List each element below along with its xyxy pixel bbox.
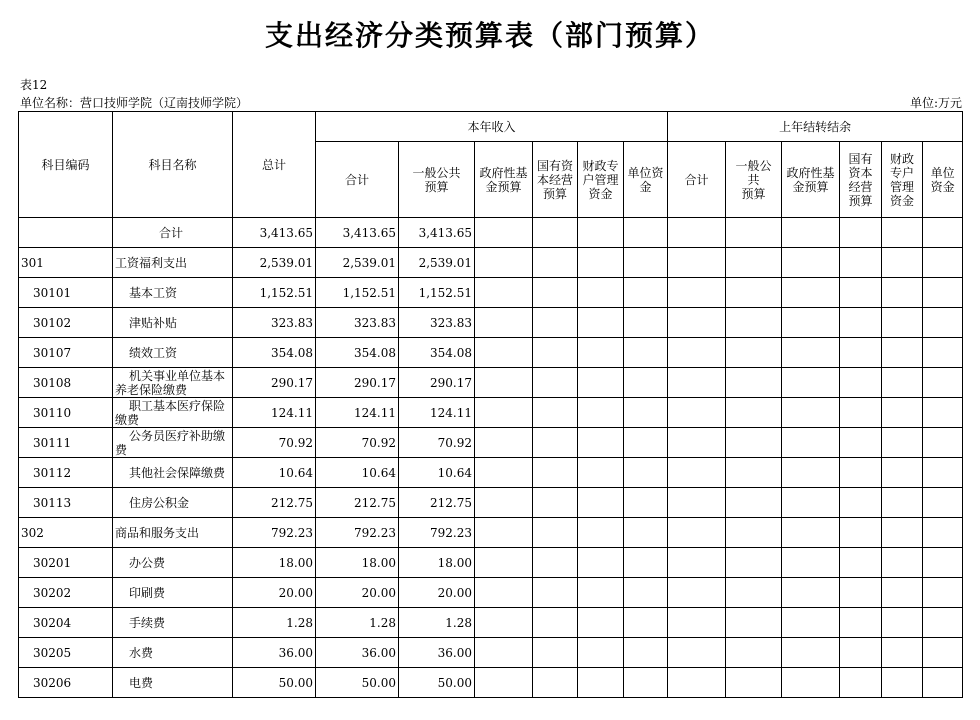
- cell-empty: [726, 668, 782, 698]
- cell-empty: [475, 638, 533, 668]
- table-row: [19, 668, 963, 698]
- cell-name: 基本工资: [113, 278, 233, 308]
- table-row: [19, 368, 963, 398]
- cell-total: 1,152.51: [233, 278, 316, 308]
- table-number: 表12: [20, 78, 48, 92]
- cell-empty: [668, 218, 726, 248]
- table-row: [19, 638, 963, 668]
- cell-total: 124.11: [233, 398, 316, 428]
- cell-empty: [923, 518, 963, 548]
- cell-empty: [782, 338, 840, 368]
- table-row: [19, 518, 963, 548]
- cell-empty: [923, 368, 963, 398]
- cell-empty: [578, 668, 624, 698]
- header-sub-5: 单位资 金: [624, 142, 668, 218]
- table-row: [19, 458, 963, 488]
- header-total: 总计: [233, 112, 316, 218]
- cell-total: 2,539.01: [233, 248, 316, 278]
- cell-general: 323.83: [399, 308, 475, 338]
- cell-empty: [578, 278, 624, 308]
- cell-subtotal: 10.64: [316, 458, 399, 488]
- cell-empty: [726, 338, 782, 368]
- cell-empty: [578, 638, 624, 668]
- cell-empty: [923, 638, 963, 668]
- header-sub-11: 单位 资金: [923, 142, 963, 218]
- cell-name: 绩效工资: [113, 338, 233, 368]
- cell-empty: [475, 458, 533, 488]
- cell-empty: [578, 608, 624, 638]
- cell-empty: [840, 548, 882, 578]
- cell-empty: [533, 458, 578, 488]
- cell-empty: [668, 368, 726, 398]
- cell-general: 70.92: [399, 428, 475, 458]
- cell-name: 印刷费: [113, 578, 233, 608]
- cell-empty: [624, 248, 668, 278]
- cell-empty: [782, 548, 840, 578]
- cell-empty: [726, 428, 782, 458]
- cell-name: 水费: [113, 638, 233, 668]
- cell-empty: [882, 218, 923, 248]
- cell-empty: [782, 578, 840, 608]
- cell-empty: [578, 248, 624, 278]
- cell-empty: [840, 428, 882, 458]
- cell-empty: [882, 548, 923, 578]
- cell-empty: [923, 248, 963, 278]
- cell-subtotal: 1,152.51: [316, 278, 399, 308]
- header-sub-4: 财政专 户管理 资金: [578, 142, 624, 218]
- cell-empty: [726, 368, 782, 398]
- cell-empty: [726, 578, 782, 608]
- cell-empty: [923, 458, 963, 488]
- cell-code: 30112: [19, 458, 113, 488]
- cell-name: 职工基本医疗保险缴费: [113, 398, 233, 428]
- cell-general: 20.00: [399, 578, 475, 608]
- cell-empty: [475, 398, 533, 428]
- cell-empty: [840, 458, 882, 488]
- cell-empty: [475, 488, 533, 518]
- cell-empty: [578, 218, 624, 248]
- table-row: [19, 248, 963, 278]
- cell-total: 212.75: [233, 488, 316, 518]
- cell-subtotal: 20.00: [316, 578, 399, 608]
- cell-empty: [923, 308, 963, 338]
- cell-empty: [533, 578, 578, 608]
- cell-subtotal: 70.92: [316, 428, 399, 458]
- cell-empty: [533, 428, 578, 458]
- cell-empty: [840, 338, 882, 368]
- cell-empty: [578, 488, 624, 518]
- table-row: [19, 428, 963, 458]
- cell-empty: [578, 398, 624, 428]
- cell-empty: [624, 578, 668, 608]
- cell-empty: [475, 428, 533, 458]
- cell-empty: [923, 548, 963, 578]
- cell-empty: [782, 458, 840, 488]
- cell-empty: [475, 338, 533, 368]
- cell-empty: [726, 458, 782, 488]
- cell-empty: [624, 368, 668, 398]
- cell-empty: [782, 218, 840, 248]
- cell-general: 1,152.51: [399, 278, 475, 308]
- cell-empty: [475, 308, 533, 338]
- table-row: [19, 278, 963, 308]
- cell-empty: [578, 428, 624, 458]
- cell-empty: [668, 548, 726, 578]
- cell-empty: [923, 668, 963, 698]
- cell-empty: [840, 608, 882, 638]
- cell-empty: [726, 488, 782, 518]
- table-row: [19, 398, 963, 428]
- cell-empty: [624, 338, 668, 368]
- cell-empty: [578, 518, 624, 548]
- cell-empty: [840, 248, 882, 278]
- cell-total: 10.64: [233, 458, 316, 488]
- cell-empty: [668, 398, 726, 428]
- cell-general: 50.00: [399, 668, 475, 698]
- table-row: [19, 338, 963, 368]
- cell-empty: [726, 278, 782, 308]
- cell-code: [19, 218, 113, 248]
- cell-general: 290.17: [399, 368, 475, 398]
- cell-empty: [840, 308, 882, 338]
- page-title: 支出经济分类预算表（部门预算）: [264, 19, 715, 52]
- cell-empty: [726, 248, 782, 278]
- cell-empty: [578, 308, 624, 338]
- cell-empty: [882, 308, 923, 338]
- cell-subtotal: 50.00: [316, 668, 399, 698]
- cell-subtotal: 36.00: [316, 638, 399, 668]
- cell-empty: [782, 668, 840, 698]
- cell-empty: [782, 488, 840, 518]
- cell-name: 工资福利支出: [113, 248, 233, 278]
- cell-empty: [624, 428, 668, 458]
- cell-subtotal: 354.08: [316, 338, 399, 368]
- cell-total: 792.23: [233, 518, 316, 548]
- cell-empty: [840, 668, 882, 698]
- cell-empty: [668, 488, 726, 518]
- cell-empty: [533, 488, 578, 518]
- cell-empty: [578, 338, 624, 368]
- cell-empty: [578, 368, 624, 398]
- unit-name: 单位名称：营口技师学院（辽南技师学院）: [20, 96, 249, 110]
- cell-empty: [624, 668, 668, 698]
- cell-empty: [726, 398, 782, 428]
- header-sub-8: 政府性基 金预算: [782, 142, 840, 218]
- cell-empty: [624, 278, 668, 308]
- cell-empty: [475, 668, 533, 698]
- cell-subtotal: 124.11: [316, 398, 399, 428]
- cell-empty: [668, 638, 726, 668]
- cell-name: 津贴补贴: [113, 308, 233, 338]
- cell-empty: [882, 578, 923, 608]
- cell-empty: [475, 218, 533, 248]
- cell-general: 18.00: [399, 548, 475, 578]
- cell-empty: [668, 428, 726, 458]
- cell-empty: [624, 608, 668, 638]
- cell-total: 70.92: [233, 428, 316, 458]
- cell-empty: [668, 518, 726, 548]
- budget-table: [18, 111, 963, 698]
- table-row: [19, 488, 963, 518]
- cell-empty: [668, 248, 726, 278]
- cell-empty: [624, 218, 668, 248]
- cell-code: 30110: [19, 398, 113, 428]
- cell-empty: [533, 518, 578, 548]
- cell-general: 36.00: [399, 638, 475, 668]
- cell-empty: [533, 338, 578, 368]
- table-row: [19, 218, 963, 248]
- cell-empty: [533, 398, 578, 428]
- cell-subtotal: 212.75: [316, 488, 399, 518]
- cell-empty: [726, 308, 782, 338]
- cell-empty: [840, 278, 882, 308]
- cell-code: 30204: [19, 608, 113, 638]
- cell-name: 办公费: [113, 548, 233, 578]
- cell-empty: [624, 488, 668, 518]
- cell-name: 机关事业单位基本养老保险缴费: [113, 368, 233, 398]
- cell-empty: [475, 518, 533, 548]
- cell-general: 124.11: [399, 398, 475, 428]
- cell-empty: [533, 248, 578, 278]
- cell-empty: [882, 368, 923, 398]
- cell-empty: [782, 308, 840, 338]
- cell-empty: [533, 278, 578, 308]
- cell-total: 20.00: [233, 578, 316, 608]
- cell-name: 其他社会保障缴费: [113, 458, 233, 488]
- cell-empty: [882, 458, 923, 488]
- cell-total: 3,413.65: [233, 218, 316, 248]
- cell-name: 手续费: [113, 608, 233, 638]
- cell-empty: [923, 428, 963, 458]
- cell-empty: [668, 338, 726, 368]
- cell-code: 301: [19, 248, 113, 278]
- cell-empty: [882, 608, 923, 638]
- cell-empty: [668, 668, 726, 698]
- cell-empty: [533, 218, 578, 248]
- cell-subtotal: 2,539.01: [316, 248, 399, 278]
- cell-empty: [624, 308, 668, 338]
- header-sub-7: 一般公 共 预算: [726, 142, 782, 218]
- cell-subtotal: 290.17: [316, 368, 399, 398]
- cell-general: 3,413.65: [399, 218, 475, 248]
- cell-total: 1.28: [233, 608, 316, 638]
- cell-empty: [782, 368, 840, 398]
- cell-empty: [533, 368, 578, 398]
- cell-subtotal: 3,413.65: [316, 218, 399, 248]
- header-current-income: 本年收入: [316, 112, 668, 142]
- cell-code: 302: [19, 518, 113, 548]
- cell-empty: [726, 608, 782, 638]
- cell-empty: [840, 488, 882, 518]
- cell-code: 30111: [19, 428, 113, 458]
- cell-empty: [923, 398, 963, 428]
- table-row: [19, 608, 963, 638]
- cell-subtotal: 1.28: [316, 608, 399, 638]
- cell-empty: [782, 638, 840, 668]
- cell-empty: [782, 248, 840, 278]
- cell-general: 2,539.01: [399, 248, 475, 278]
- cell-total: 50.00: [233, 668, 316, 698]
- cell-empty: [782, 278, 840, 308]
- header-sub-10: 财政 专户 管理 资金: [882, 142, 923, 218]
- cell-empty: [578, 548, 624, 578]
- cell-general: 1.28: [399, 608, 475, 638]
- cell-empty: [882, 668, 923, 698]
- cell-code: 30206: [19, 668, 113, 698]
- header-sub-3: 国有资 本经营 预算: [533, 142, 578, 218]
- cell-total: 354.08: [233, 338, 316, 368]
- cell-empty: [668, 308, 726, 338]
- table-row: [19, 578, 963, 608]
- table-row: [19, 548, 963, 578]
- cell-empty: [668, 278, 726, 308]
- cell-empty: [882, 428, 923, 458]
- header-sub-2: 政府性基 金预算: [475, 142, 533, 218]
- cell-empty: [726, 518, 782, 548]
- cell-code: 30205: [19, 638, 113, 668]
- cell-empty: [882, 248, 923, 278]
- cell-empty: [533, 548, 578, 578]
- cell-code: 30107: [19, 338, 113, 368]
- cell-empty: [782, 398, 840, 428]
- cell-name: 商品和服务支出: [113, 518, 233, 548]
- cell-name: 住房公积金: [113, 488, 233, 518]
- cell-empty: [624, 398, 668, 428]
- cell-empty: [624, 638, 668, 668]
- header-carryover: 上年结转结余: [668, 112, 963, 142]
- cell-empty: [475, 578, 533, 608]
- cell-empty: [782, 428, 840, 458]
- cell-empty: [840, 398, 882, 428]
- cell-empty: [624, 548, 668, 578]
- cell-name: 合计: [113, 218, 233, 248]
- cell-general: 10.64: [399, 458, 475, 488]
- header-name: 科目名称: [113, 112, 233, 218]
- cell-code: 30108: [19, 368, 113, 398]
- cell-empty: [533, 668, 578, 698]
- currency-unit: 单位:万元: [909, 96, 962, 110]
- cell-empty: [882, 518, 923, 548]
- cell-empty: [840, 638, 882, 668]
- cell-empty: [533, 608, 578, 638]
- table-row: [19, 308, 963, 338]
- header-code: 科目编码: [19, 112, 113, 218]
- cell-empty: [923, 218, 963, 248]
- cell-subtotal: 323.83: [316, 308, 399, 338]
- cell-total: 18.00: [233, 548, 316, 578]
- cell-total: 36.00: [233, 638, 316, 668]
- cell-empty: [840, 578, 882, 608]
- cell-code: 30113: [19, 488, 113, 518]
- cell-empty: [882, 488, 923, 518]
- cell-subtotal: 792.23: [316, 518, 399, 548]
- cell-empty: [882, 398, 923, 428]
- cell-empty: [475, 548, 533, 578]
- cell-code: 30102: [19, 308, 113, 338]
- cell-empty: [882, 278, 923, 308]
- cell-empty: [923, 338, 963, 368]
- header-sub-0: 合计: [316, 142, 399, 218]
- cell-empty: [923, 488, 963, 518]
- cell-empty: [923, 578, 963, 608]
- cell-empty: [782, 608, 840, 638]
- header-sub-6: 合计: [668, 142, 726, 218]
- cell-subtotal: 18.00: [316, 548, 399, 578]
- cell-empty: [668, 608, 726, 638]
- cell-total: 323.83: [233, 308, 316, 338]
- cell-empty: [475, 608, 533, 638]
- cell-code: 30202: [19, 578, 113, 608]
- cell-code: 30201: [19, 548, 113, 578]
- cell-general: 212.75: [399, 488, 475, 518]
- header-sub-1: 一般公共 预算: [399, 142, 475, 218]
- cell-empty: [668, 578, 726, 608]
- cell-empty: [668, 458, 726, 488]
- cell-name: 公务员医疗补助缴费: [113, 428, 233, 458]
- cell-name: 电费: [113, 668, 233, 698]
- cell-empty: [882, 638, 923, 668]
- cell-empty: [533, 308, 578, 338]
- cell-empty: [624, 518, 668, 548]
- cell-empty: [840, 518, 882, 548]
- cell-empty: [578, 458, 624, 488]
- header-sub-9: 国有 资本 经营 预算: [840, 142, 882, 218]
- cell-empty: [782, 518, 840, 548]
- cell-total: 290.17: [233, 368, 316, 398]
- cell-empty: [578, 578, 624, 608]
- cell-empty: [882, 338, 923, 368]
- cell-code: 30101: [19, 278, 113, 308]
- cell-empty: [923, 608, 963, 638]
- cell-empty: [726, 218, 782, 248]
- cell-empty: [726, 548, 782, 578]
- cell-empty: [533, 638, 578, 668]
- cell-empty: [475, 248, 533, 278]
- cell-empty: [624, 458, 668, 488]
- cell-general: 792.23: [399, 518, 475, 548]
- cell-empty: [840, 218, 882, 248]
- cell-empty: [840, 368, 882, 398]
- cell-empty: [475, 278, 533, 308]
- cell-empty: [726, 638, 782, 668]
- cell-general: 354.08: [399, 338, 475, 368]
- cell-empty: [923, 278, 963, 308]
- cell-empty: [475, 368, 533, 398]
